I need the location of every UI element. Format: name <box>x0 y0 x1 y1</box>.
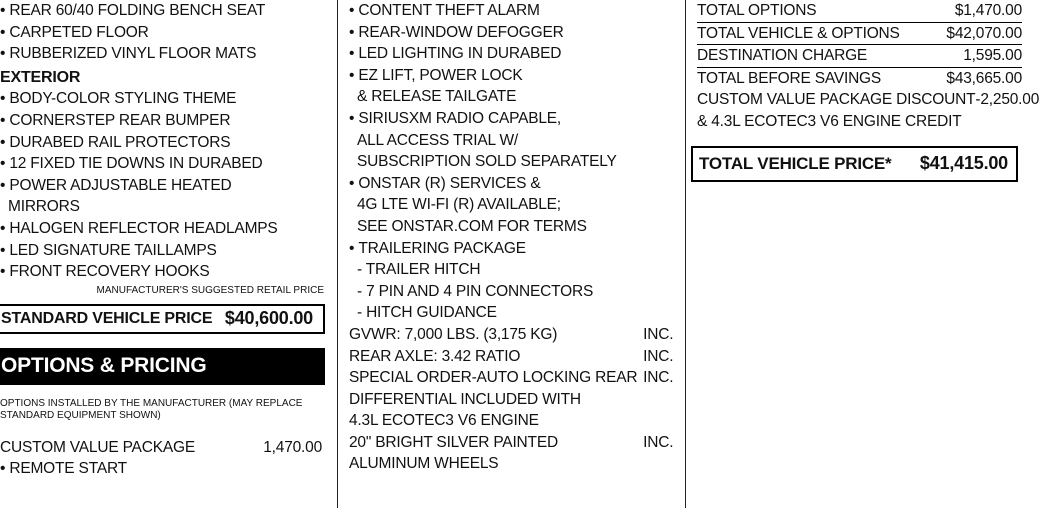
total-before-savings-row <box>697 68 1022 90</box>
total-vehicle-options-row <box>697 23 1022 46</box>
package-row <box>0 437 322 459</box>
discount-label: CUSTOM VALUE PACKAGE DISCOUNT <box>697 91 976 109</box>
package-item: • CONTENT THEFT ALARM <box>349 0 683 22</box>
trailering-subitem: - TRAILER HITCH <box>357 261 481 279</box>
exterior-item: • FRONT RECOVERY HOOKS <box>0 261 332 283</box>
exterior-item: • LED SIGNATURE TAILLAMPS <box>0 240 332 262</box>
package-item: • REMOTE START <box>0 458 332 480</box>
included-option-text: ALUMINUM WHEELS <box>349 455 499 473</box>
exterior-item: • BODY-COLOR STYLING THEME <box>0 88 332 110</box>
exterior-item-continued: MIRRORS <box>8 198 80 216</box>
package-item-continued: & RELEASE TAILGATE <box>357 88 517 106</box>
package-item-continued: 4G LTE WI-FI (R) AVAILABLE; <box>357 196 561 214</box>
package-price: 1,470.00 <box>263 438 322 456</box>
included-option-row <box>349 432 683 454</box>
standard-price-label: STANDARD VEHICLE PRICE <box>1 309 213 327</box>
total-options-value: $1,470.00 <box>954 2 1022 19</box>
total-vehicle-price-value: $41,415.00 <box>919 152 1008 173</box>
included-marker: INC. <box>643 325 674 343</box>
package-contents-column <box>337 0 683 508</box>
options-note <box>0 398 332 422</box>
package-item: • EZ LIFT, POWER LOCK <box>349 65 683 87</box>
standard-equipment-column <box>0 0 332 508</box>
total-vehicle-price-label: TOTAL VEHICLE PRICE* <box>699 153 892 173</box>
included-option-row <box>349 367 683 389</box>
trailering-subitem: - 7 PIN AND 4 PIN CONNECTORS <box>357 282 594 300</box>
equipment-item: • RUBBERIZED VINYL FLOOR MATS <box>0 43 332 65</box>
trailering-subitem: - HITCH GUIDANCE <box>357 304 497 322</box>
included-marker <box>643 453 683 475</box>
total-options-row <box>697 0 1022 23</box>
totals-column <box>685 0 1039 508</box>
included-marker: INC. <box>643 347 674 365</box>
equipment-item: • REAR 60/40 FOLDING BENCH SEAT <box>0 0 332 22</box>
included-marker <box>643 410 683 432</box>
exterior-item: • 12 FIXED TIE DOWNS IN DURABED <box>0 153 332 175</box>
included-option-text: 20" BRIGHT SILVER PAINTED <box>349 433 558 451</box>
included-option-text: SPECIAL ORDER-AUTO LOCKING REAR <box>349 369 638 387</box>
discount-row <box>697 89 1039 111</box>
exterior-item: • CORNERSTEP REAR BUMPER <box>0 110 332 132</box>
included-option-text: 4.3L ECOTEC3 V6 ENGINE <box>349 412 539 430</box>
package-item: • SIRIUSXM RADIO CAPABLE, <box>349 108 683 130</box>
package-label: CUSTOM VALUE PACKAGE <box>0 438 195 456</box>
included-marker: INC. <box>643 369 674 387</box>
package-item: • ONSTAR (R) SERVICES & <box>349 173 683 195</box>
total-vehicle-options-label: TOTAL VEHICLE & OPTIONS <box>697 24 900 42</box>
exterior-item: • POWER ADJUSTABLE HEATED <box>0 175 332 197</box>
total-vehicle-price-box <box>691 146 1018 182</box>
exterior-item: • DURABED RAIL PROTECTORS <box>0 132 332 154</box>
total-vehicle-options-value: $42,070.00 <box>946 24 1022 42</box>
destination-value: 1,595.00 <box>963 47 1022 65</box>
included-option-row <box>349 453 683 475</box>
package-item: • TRAILERING PACKAGE <box>349 238 683 260</box>
destination-charge-row <box>697 45 1022 68</box>
total-options-label: TOTAL OPTIONS <box>697 2 817 19</box>
package-item: • REAR-WINDOW DEFOGGER <box>349 22 683 44</box>
included-option-row <box>349 389 683 411</box>
package-item: • LED LIGHTING IN DURABED <box>349 43 683 65</box>
included-option-text: REAR AXLE: 3.42 RATIO <box>349 347 521 365</box>
destination-label: DESTINATION CHARGE <box>697 47 868 65</box>
package-item-continued: SEE ONSTAR.COM FOR TERMS <box>357 217 587 235</box>
included-option-row <box>349 346 683 368</box>
exterior-heading: EXTERIOR <box>0 68 81 86</box>
totals-list <box>686 0 1039 133</box>
total-before-value: $43,665.00 <box>946 69 1022 87</box>
discount-value: -2,250.00 <box>975 91 1039 109</box>
options-note-line: STANDARD EQUIPMENT SHOWN) <box>0 409 161 421</box>
package-item-continued: SUBSCRIPTION SOLD SEPARATELY <box>357 153 617 171</box>
equipment-item: • CARPETED FLOOR <box>0 22 332 44</box>
standard-vehicle-price-box <box>0 304 325 334</box>
included-option-text: GVWR: 7,000 LBS. (3,175 KG) <box>349 325 558 343</box>
total-before-label: TOTAL BEFORE SAVINGS <box>697 69 882 87</box>
included-marker <box>643 389 683 411</box>
msrp-caption: MANUFACTURER'S SUGGESTED RETAIL PRICE <box>96 284 324 296</box>
included-marker: INC. <box>643 433 674 451</box>
options-note-line: OPTIONS INSTALLED BY THE MANUFACTURER (MAY REPLACE <box>0 397 303 409</box>
included-option-row <box>349 324 683 346</box>
discount-label-continued: & 4.3L ECOTEC3 V6 ENGINE CREDIT <box>697 112 962 130</box>
options-heading: OPTIONS & PRICING <box>1 354 207 378</box>
included-option-text: DIFFERENTIAL INCLUDED WITH <box>349 390 581 408</box>
package-item-continued: ALL ACCESS TRIAL W/ <box>357 131 519 149</box>
standard-price-value: $40,600.00 <box>224 307 313 328</box>
exterior-item: • HALOGEN REFLECTOR HEADLAMPS <box>0 218 332 240</box>
included-option-row <box>349 410 683 432</box>
options-pricing-banner <box>0 348 325 385</box>
